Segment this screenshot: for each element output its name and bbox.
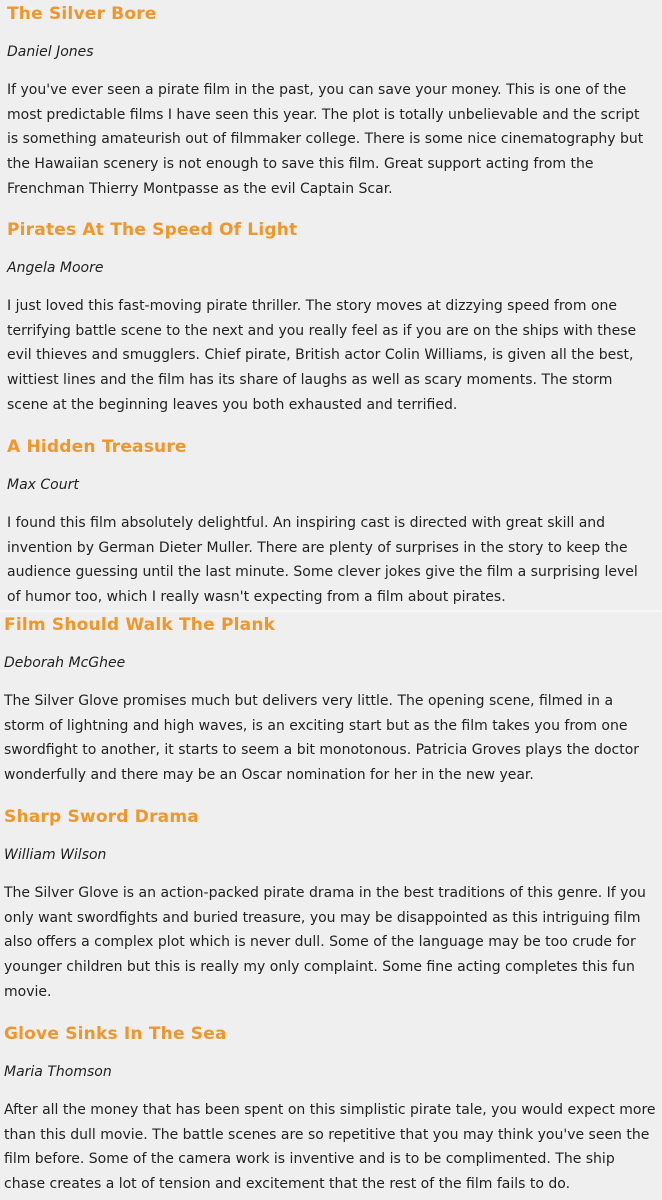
section-divider xyxy=(0,610,662,612)
review-author: Angela Moore xyxy=(7,260,104,276)
review-a-hidden-treasure xyxy=(7,437,655,606)
review-title: Film Should Walk The Plank xyxy=(4,615,276,635)
review-text: After all the money that has been spent on this simplistic pirate tale, you would expect more than this dull movie. The battle scenes are so repetitive that you may think you've seen the film before. Some of the camera work is inventive and is to be complimented. The ship chase creates a lot of tension and excitement that the rest of the film fails to do. xyxy=(4,1102,656,1193)
review-sharp-sword-drama xyxy=(4,807,656,1000)
review-glove-sinks-in-the-sea xyxy=(4,1024,656,1193)
review-text: If you've ever seen a pirate film in the past, you can save your money. This is one of the most predictable films I have seen this year. The plot is totally unbelievable and the script is something amateurish out of filmmaker college. There is some nice cinematography but the Hawaiian scenery is not enough to save this film. Great support acting from the Frenchman Thierry Montpasse as the evil Captain Scar. xyxy=(7,82,644,197)
review-title: The Silver Bore xyxy=(7,4,157,24)
review-film-should-walk-the-plank xyxy=(4,615,656,784)
review-text: I just loved this fast-moving pirate thriller. The story moves at dizzying speed from one terrifying battle scene to the next and you really feel as if you are on the ships with these evil thieves and smugglers. Chief pirate, British actor Colin Williams, is given all the best, wittiest lines and the film has its share of laughs as well as scary moments. The storm scene at the beginning leaves you both exhausted and terrified. xyxy=(7,298,637,413)
review-author: Deborah McGhee xyxy=(4,655,126,671)
review-text: The Silver Glove is an action-packed pirate drama in the best traditions of this genre. If you only want swordfights and buried treasure, you may be disappointed as this intriguing film also offers a complex plot which is never dull. Some of the language may be too crude for younger children but this is really my only complaint. Some fine acting completes this fun movie. xyxy=(4,885,646,1000)
review-title: Glove Sinks In The Sea xyxy=(4,1024,227,1044)
review-the-silver-bore xyxy=(7,4,655,197)
review-author: Daniel Jones xyxy=(7,44,94,60)
review-author: William Wilson xyxy=(4,847,107,863)
review-pirates-at-the-speed-of-light xyxy=(7,220,655,413)
review-title: Sharp Sword Drama xyxy=(4,807,199,827)
review-title: A Hidden Treasure xyxy=(7,437,187,457)
review-text: The Silver Glove promises much but delivers very little. The opening scene, filmed in a storm of lightning and high waves, is an exciting start but as the film takes you from one swordfight to another, it starts to seem a bit monotonous. Patricia Groves plays the doctor wonderfully and there may be an Oscar nomination for her in the new year. xyxy=(4,693,640,784)
review-author: Max Court xyxy=(7,477,79,493)
review-author: Maria Thomson xyxy=(4,1064,112,1080)
review-title: Pirates At The Speed Of Light xyxy=(7,220,298,240)
review-text: I found this film absolutely delightful. An inspiring cast is directed with great skill and invention by German Dieter Muller. There are plenty of surprises in the story to keep the audience guessing until the last minute. Some clever jokes give the film a surprising level of humor too, which I really wasn't expecting from a film about pirates. xyxy=(7,515,638,606)
